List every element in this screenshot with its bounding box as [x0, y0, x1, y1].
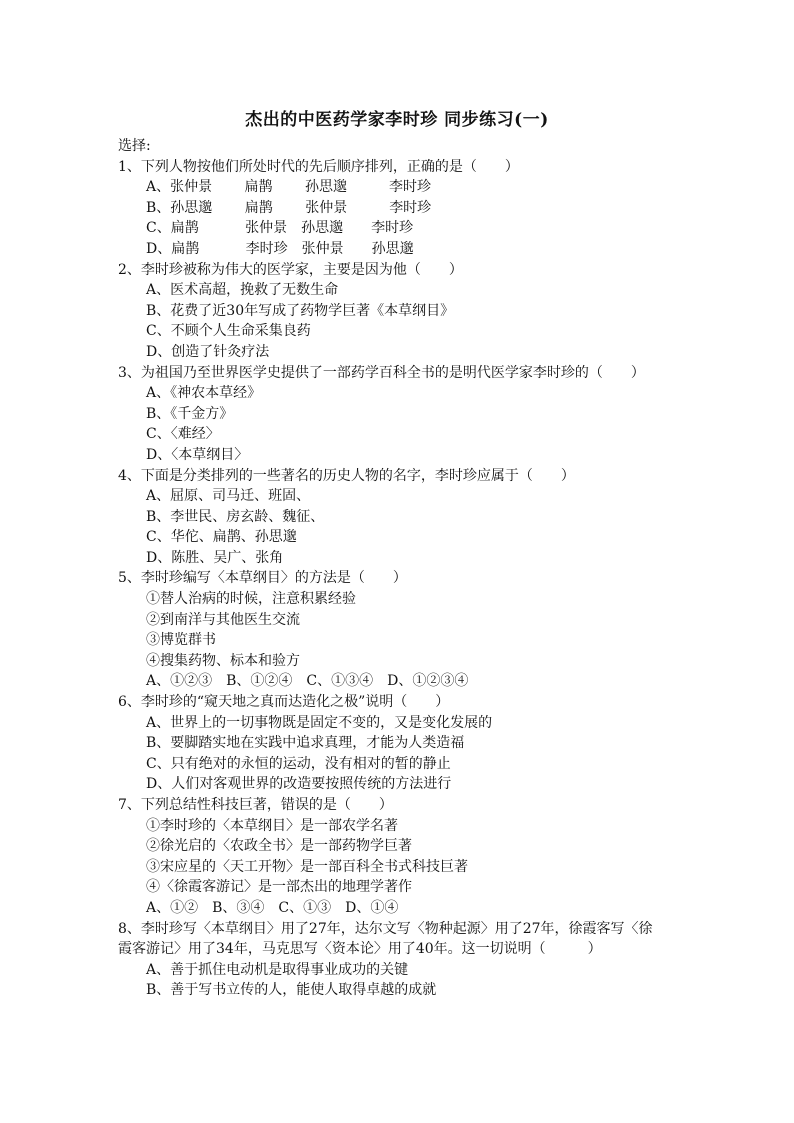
statement-3: ③宋应星的〈天工开物〉是一部百科全书式科技巨著 — [146, 858, 468, 875]
option-a: A、医术高超，挽救了无数生命 — [146, 282, 339, 299]
option-b: B、要脚踏实地在实践中追求真理，才能为人类造福 — [146, 735, 465, 752]
option-c: C、只有绝对的永恒的运动，没有相对的暂的静止 — [146, 755, 451, 772]
question-stem-line-1: 8、李时珍写〈本草纲目〉用了27年，达尔文写〈物种起源〉用了27年，徐霞客写〈徐 — [118, 920, 653, 937]
option-b: B、《千金方》 — [146, 405, 234, 422]
question-stem: 1、下列人物按他们所处时代的先后顺序排列，正确的是（ ） — [118, 158, 519, 175]
option-a: A、屈原、司马迁、班固、 — [146, 488, 311, 505]
question-2 — [118, 260, 698, 363]
question-stem: 3、为祖国乃至世界医学史提供了一部药学百科全书的是明代医学家李时珍的（ ） — [118, 364, 645, 381]
statement-1: ①李时珍的〈本草纲目〉是一部农学名著 — [146, 817, 398, 834]
question-stem: 2、李时珍被称为伟大的医学家，主要是因为他（ ） — [118, 261, 463, 278]
statement-4: ④搜集药物、标本和验方 — [146, 652, 300, 669]
option-b: B、花费了近30年写成了药物学巨著《本草纲目》 — [146, 302, 455, 319]
statement-2: ②徐光启的〈农政全书〉是一部药物学巨著 — [146, 838, 412, 855]
question-stem: 4、下面是分类排列的一些著名的历史人物的名字，李时珍应属于（ ） — [118, 467, 575, 484]
question-stem-line-2: 霞客游记〉用了34年，马克思写〈资本论〉用了40年。这一切说明（ ） — [118, 941, 602, 958]
question-3 — [118, 363, 698, 466]
statement-4: ④〈徐霞客游记〉是一部杰出的地理学著作 — [146, 879, 412, 896]
option-c: C、不顾个人生命采集良药 — [146, 323, 311, 340]
question-stem: 6、李时珍的“窥天地之真而达造化之极”说明（ ） — [118, 694, 450, 711]
option-c: C、扁鹊 张仲景 孙思邈 李时珍 — [146, 220, 414, 237]
statement-2: ②到南洋与其他医生交流 — [146, 611, 300, 628]
question-1 — [118, 157, 698, 260]
option-c: C、华佗、扁鹊、孙思邈 — [146, 529, 297, 546]
statement-1: ①替人治病的时候，注意积累经验 — [146, 591, 356, 608]
option-b: B、善于写书立传的人，能使人取得卓越的成就 — [146, 982, 437, 999]
option-a: A、世界上的一切事物既是固定不变的，又是变化发展的 — [146, 714, 493, 731]
question-7 — [118, 795, 698, 919]
option-a: A、善于抓住电动机是取得事业成功的关键 — [146, 961, 409, 978]
question-4 — [118, 466, 698, 569]
section-label: 选择: — [118, 138, 151, 154]
option-b: B、李世民、房玄龄、魏征、 — [146, 508, 325, 525]
option-a: A、《神农本草经》 — [146, 385, 262, 402]
question-5 — [118, 568, 698, 692]
option-a: A、张仲景 扁鹊 孙思邈 李时珍 — [146, 179, 432, 196]
option-b: B、孙思邈 扁鹊 张仲景 李时珍 — [146, 199, 432, 216]
option-d: D、〈本草纲目〉 — [146, 446, 249, 463]
question-stem: 7、下列总结性科技巨著，错误的是（ ） — [118, 797, 393, 813]
answer-choices: A、①② B、③④ C、①③ D、①④ — [146, 899, 399, 916]
page-title: 杰出的中医药学家李时珍 同步练习(一) — [245, 110, 549, 130]
option-c: C、〈难经〉 — [146, 426, 220, 443]
option-d: D、创造了针灸疗法 — [146, 343, 270, 360]
statement-3: ③博览群书 — [146, 632, 216, 649]
question-stem: 5、李时珍编写〈本草纲目〉的方法是（ ） — [118, 570, 407, 587]
worksheet-content — [118, 136, 698, 1001]
option-d: D、陈胜、吴广、张角 — [146, 549, 284, 566]
option-d: D、人们对客观世界的改造要按照传统的方法进行 — [146, 776, 452, 793]
question-8 — [118, 919, 698, 1001]
answer-choices: A、①②③ B、①②④ C、①③④ D、①②③④ — [146, 673, 469, 690]
option-d: D、扁鹊 李时珍 张仲景 孙思邈 — [146, 240, 414, 257]
question-6 — [118, 692, 698, 795]
